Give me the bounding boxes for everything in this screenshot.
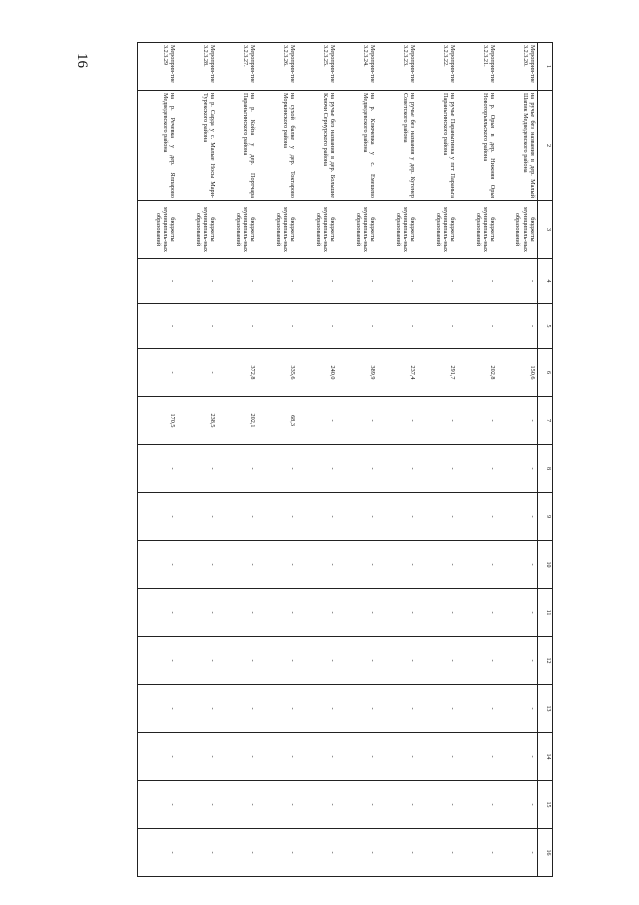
funding-source-cell: бюджеты муниципаль-ных образований — [258, 201, 298, 259]
value-cell: - — [178, 781, 218, 829]
program-table — [137, 42, 553, 877]
value-cell: - — [458, 541, 498, 589]
column-header: 11 — [538, 589, 553, 637]
value-cell: - — [498, 445, 538, 493]
value-cell: 238,5 — [178, 397, 218, 445]
value-cell: - — [298, 781, 338, 829]
value-cell: - — [138, 637, 178, 685]
value-cell: - — [498, 637, 538, 685]
value-cell: - — [218, 493, 258, 541]
value-cell: - — [218, 685, 258, 733]
header-row — [538, 43, 553, 877]
value-cell: - — [178, 541, 218, 589]
value-cell: - — [498, 829, 538, 877]
value-cell: - — [258, 733, 298, 781]
column-header: 2 — [538, 91, 553, 201]
column-header: 1 — [538, 43, 553, 91]
value-cell: - — [338, 781, 378, 829]
measure-id-cell: Мероприя-тие 3.2.3.27. — [218, 43, 258, 91]
value-cell: - — [218, 445, 258, 493]
value-cell: - — [218, 541, 258, 589]
value-cell: - — [298, 637, 338, 685]
value-cell: 291,7 — [418, 349, 458, 397]
value-cell: - — [458, 637, 498, 685]
page-number: 16 — [74, 53, 90, 68]
measure-id-cell: Мероприя-тие 3.2.3.24. — [338, 43, 378, 91]
funding-source-cell: бюджеты муниципаль-ных образований — [458, 201, 498, 259]
value-cell: - — [418, 637, 458, 685]
value-cell: - — [338, 304, 378, 349]
column-header: 15 — [538, 781, 553, 829]
value-cell: - — [498, 733, 538, 781]
value-cell: - — [378, 304, 418, 349]
column-header: 7 — [538, 397, 553, 445]
value-cell: - — [498, 781, 538, 829]
measure-name-cell: на ручье без названия в дер. Малый Шапик Медведевского района — [498, 91, 538, 201]
value-cell: - — [298, 259, 338, 304]
value-cell: - — [378, 541, 418, 589]
value-cell: - — [298, 541, 338, 589]
value-cell: - — [418, 685, 458, 733]
value-cell: - — [218, 781, 258, 829]
value-cell: - — [298, 493, 338, 541]
value-cell: - — [178, 685, 218, 733]
value-cell: - — [178, 259, 218, 304]
value-cell: - — [338, 445, 378, 493]
measure-name-cell: на ручье без названия в дер. Большие Ключи Сернурского района — [298, 91, 338, 201]
value-cell: - — [458, 781, 498, 829]
column-header: 8 — [538, 445, 553, 493]
table-row — [378, 43, 418, 877]
measure-id-cell: Мероприя-тие 3.2.3.28. — [178, 43, 218, 91]
value-cell: - — [418, 445, 458, 493]
value-cell: - — [178, 829, 218, 877]
funding-source-cell: бюджеты муниципаль-ных образований — [218, 201, 258, 259]
value-cell: - — [378, 733, 418, 781]
measure-name-cell: на р. Ключевка у с. Емешево Медведевского района — [338, 91, 378, 201]
column-header: 12 — [538, 637, 553, 685]
value-cell: - — [378, 589, 418, 637]
value-cell: 170,5 — [138, 397, 178, 445]
value-cell: - — [458, 259, 498, 304]
value-cell: - — [378, 397, 418, 445]
value-cell: - — [258, 304, 298, 349]
table-row — [338, 43, 378, 877]
value-cell: - — [498, 493, 538, 541]
value-cell: 389,9 — [338, 349, 378, 397]
value-cell: - — [218, 259, 258, 304]
value-cell: - — [258, 829, 298, 877]
value-cell: - — [418, 259, 458, 304]
value-cell: - — [418, 829, 458, 877]
value-cell: - — [258, 445, 298, 493]
measure-id-cell: Мероприя-тие 3.2.3.25. — [298, 43, 338, 91]
value-cell: - — [498, 397, 538, 445]
table-row — [218, 43, 258, 877]
value-cell: - — [418, 397, 458, 445]
measure-name-cell: на р. Сарда у с. Малые Носы Мари-Турекского района — [178, 91, 218, 201]
value-cell: - — [178, 733, 218, 781]
measure-id-cell: Мероприя-тие 3.2.3.20. — [498, 43, 538, 91]
value-cell: - — [338, 829, 378, 877]
measure-id-cell: Мероприя-тие 3.2.3.29 — [138, 43, 178, 91]
funding-source-cell: бюджеты муниципаль-ных образований — [498, 201, 538, 259]
value-cell: - — [378, 637, 418, 685]
value-cell: - — [218, 304, 258, 349]
value-cell: - — [138, 493, 178, 541]
value-cell: - — [458, 304, 498, 349]
table-row — [258, 43, 298, 877]
value-cell: - — [138, 304, 178, 349]
column-header: 9 — [538, 493, 553, 541]
measure-name-cell: на р. Койза у дер. Портчара Параньгинского района — [218, 91, 258, 201]
value-cell: - — [378, 259, 418, 304]
value-cell: - — [258, 493, 298, 541]
value-cell: - — [258, 637, 298, 685]
value-cell: - — [458, 733, 498, 781]
value-cell: - — [178, 637, 218, 685]
value-cell: 202,8 — [458, 349, 498, 397]
funding-source-cell: бюджеты муниципаль-ных образований — [138, 201, 178, 259]
value-cell: - — [258, 541, 298, 589]
measure-id-cell: Мероприя-тие 3.2.3.23. — [378, 43, 418, 91]
column-header: 4 — [538, 259, 553, 304]
value-cell: - — [378, 829, 418, 877]
column-header: 13 — [538, 685, 553, 733]
value-cell: - — [338, 733, 378, 781]
table-body — [138, 43, 538, 877]
value-cell: - — [458, 685, 498, 733]
value-cell: - — [378, 493, 418, 541]
funding-source-cell: бюджеты муниципаль-ных образований — [178, 201, 218, 259]
measure-id-cell: Мероприя-тие 3.2.3.22. — [418, 43, 458, 91]
value-cell: - — [338, 541, 378, 589]
column-header: 3 — [538, 201, 553, 259]
value-cell: - — [338, 637, 378, 685]
value-cell: - — [178, 589, 218, 637]
value-cell: - — [138, 445, 178, 493]
value-cell: - — [138, 733, 178, 781]
table-row — [498, 43, 538, 877]
value-cell: - — [258, 685, 298, 733]
column-header: 14 — [538, 733, 553, 781]
column-header: 10 — [538, 541, 553, 589]
table-row — [418, 43, 458, 877]
value-cell: - — [498, 541, 538, 589]
value-cell: - — [178, 493, 218, 541]
value-cell: - — [418, 493, 458, 541]
value-cell: - — [338, 685, 378, 733]
value-cell: - — [298, 829, 338, 877]
funding-source-cell: бюджеты муниципаль-ных образований — [338, 201, 378, 259]
measure-name-cell: на сухой балке у дер. Токтарово Моркинского района — [258, 91, 298, 201]
value-cell: - — [378, 445, 418, 493]
value-cell: - — [218, 829, 258, 877]
value-cell: - — [458, 397, 498, 445]
value-cell: 335,6 — [258, 349, 298, 397]
value-cell: 202,1 — [218, 397, 258, 445]
value-cell: - — [298, 733, 338, 781]
value-cell: - — [218, 589, 258, 637]
table-row — [138, 43, 178, 877]
value-cell: - — [138, 589, 178, 637]
measure-name-cell: на ручье Параныгинка у пгт Параньга Параньгинского района — [418, 91, 458, 201]
value-cell: - — [218, 637, 258, 685]
value-cell: - — [178, 445, 218, 493]
value-cell: - — [298, 589, 338, 637]
value-cell: - — [458, 829, 498, 877]
value-cell: - — [298, 304, 338, 349]
value-cell: - — [418, 589, 458, 637]
funding-source-cell: бюджеты муниципаль-ных образований — [298, 201, 338, 259]
value-cell: 237,4 — [378, 349, 418, 397]
value-cell: - — [138, 685, 178, 733]
value-cell: - — [418, 781, 458, 829]
measure-name-cell: на ручье без названия у дер. Кутенер Советского района — [378, 91, 418, 201]
value-cell: - — [258, 589, 298, 637]
value-cell: - — [498, 259, 538, 304]
table-row — [178, 43, 218, 877]
value-cell: - — [338, 493, 378, 541]
value-cell: - — [178, 349, 218, 397]
value-cell: - — [338, 397, 378, 445]
value-cell: - — [338, 259, 378, 304]
value-cell: - — [298, 685, 338, 733]
table-row — [298, 43, 338, 877]
value-cell: - — [418, 541, 458, 589]
value-cell: - — [378, 685, 418, 733]
funding-source-cell: бюджеты муниципаль-ных образований — [418, 201, 458, 259]
measure-name-cell: на р. Орья в дер. Нижняя Орья Новоторъяльского района — [458, 91, 498, 201]
value-cell: - — [458, 493, 498, 541]
value-cell: - — [418, 304, 458, 349]
value-cell: - — [138, 541, 178, 589]
value-cell: - — [498, 304, 538, 349]
column-header: 5 — [538, 304, 553, 349]
measure-name-cell: на р. Речевка у дер. Ялпарово Медведевского района — [138, 91, 178, 201]
value-cell: 240,0 — [298, 349, 338, 397]
measure-id-cell: Мероприя-тие 3.2.3.21. — [458, 43, 498, 91]
value-cell: - — [138, 781, 178, 829]
value-cell: - — [458, 589, 498, 637]
table-row — [458, 43, 498, 877]
value-cell: - — [258, 781, 298, 829]
value-cell: - — [178, 304, 218, 349]
value-cell: 372,8 — [218, 349, 258, 397]
value-cell: - — [138, 349, 178, 397]
value-cell: - — [338, 589, 378, 637]
value-cell: 68,3 — [258, 397, 298, 445]
value-cell: - — [458, 445, 498, 493]
value-cell: - — [298, 445, 338, 493]
value-cell: 150,6 — [498, 349, 538, 397]
measure-id-cell: Мероприя-тие 3.2.3.26. — [258, 43, 298, 91]
column-header: 16 — [538, 829, 553, 877]
value-cell: - — [418, 733, 458, 781]
value-cell: - — [298, 397, 338, 445]
value-cell: - — [258, 259, 298, 304]
column-header: 6 — [538, 349, 553, 397]
value-cell: - — [378, 781, 418, 829]
value-cell: - — [138, 259, 178, 304]
rotated-table-wrapper — [133, 42, 553, 872]
funding-source-cell: бюджеты муниципаль-ных образований — [378, 201, 418, 259]
value-cell: - — [498, 685, 538, 733]
value-cell: - — [138, 829, 178, 877]
value-cell: - — [498, 589, 538, 637]
value-cell: - — [218, 733, 258, 781]
